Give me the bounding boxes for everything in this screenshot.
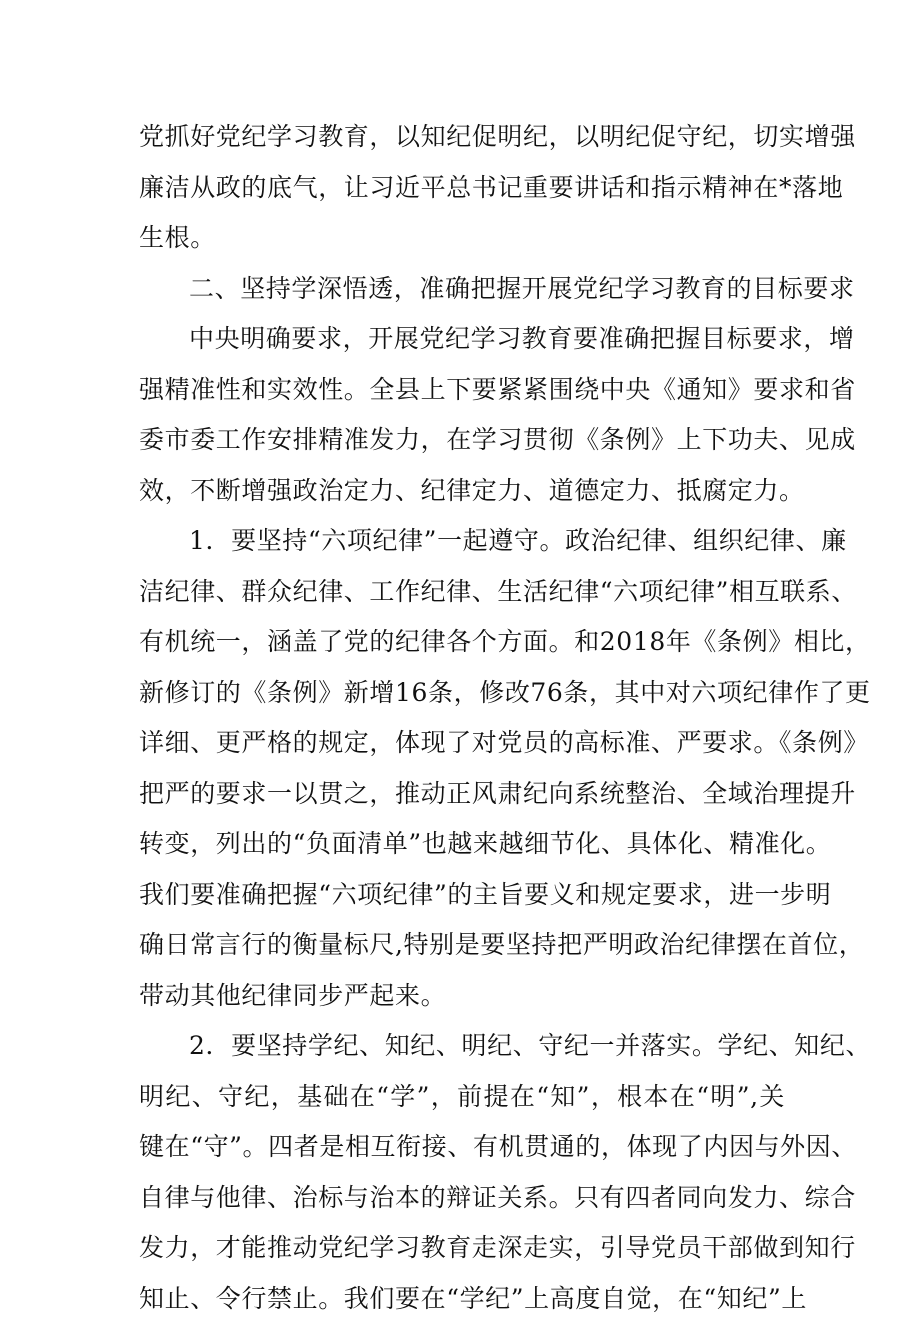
text-line: 廉洁从政的底气，让习近平总书记重要讲话和指示精神在*落地 [139, 163, 785, 214]
text-line: 发力，才能推动党纪学习教育走深走实，引导党员干部做到知行 [139, 1223, 785, 1274]
text-line: 我们要准确把握“六项纪律”的主旨要义和规定要求，进一步明 [139, 870, 785, 921]
text-line: 生根。 [139, 213, 785, 264]
text-line: 知止、令行禁止。我们要在“学纪”上高度自觉，在“知纪”上 [139, 1274, 785, 1324]
paragraph [139, 112, 785, 264]
text-line: 自律与他律、治标与治本的辩证关系。只有四者同向发力、综合 [139, 1173, 785, 1224]
text-line: 把严的要求一以贯之，推动正风肃纪向系统整治、全域治理提升 [139, 769, 785, 820]
text-line: 键在“守”。四者是相互衔接、有机贯通的，体现了内因与外因、 [139, 1122, 785, 1173]
text-line: 洁纪律、群众纪律、工作纪律、生活纪律“六项纪律”相互联系、 [139, 567, 785, 618]
section-heading: 二、坚持学深悟透，准确把握开展党纪学习教育的目标要求 [139, 264, 785, 315]
text-line: 2．要坚持学纪、知纪、明纪、守纪一并落实。学纪、知纪、 [139, 1021, 785, 1072]
document-body [139, 112, 785, 1324]
text-line: 新修订的《条例》新增16条，修改76条，其中对六项纪律作了更 [139, 668, 785, 719]
text-line: 1．要坚持“六项纪律”一起遵守。政治纪律、组织纪律、廉 [139, 516, 785, 567]
paragraph [139, 1021, 785, 1324]
text-line: 详细、更严格的规定，体现了对党员的高标准、严要求。《条例》 [139, 718, 785, 769]
text-line: 效，不断增强政治定力、纪律定力、道德定力、抵腐定力。 [139, 466, 785, 517]
paragraph [139, 516, 785, 1021]
text-line: 确日常言行的衡量标尺,特别是要坚持把严明政治纪律摆在首位， [139, 920, 785, 971]
text-line: 党抓好党纪学习教育，以知纪促明纪，以明纪促守纪，切实增强 [139, 112, 785, 163]
text-line: 转变，列出的“负面清单”也越来越细节化、具体化、精准化。 [139, 819, 785, 870]
text-line: 带动其他纪律同步严起来。 [139, 971, 785, 1022]
text-line: 中央明确要求，开展党纪学习教育要准确把握目标要求，增 [139, 314, 785, 365]
paragraph [139, 314, 785, 516]
text-line: 有机统一，涵盖了党的纪律各个方面。和2018年《条例》相比， [139, 617, 785, 668]
text-line: 明纪、守纪，基础在“学”，前提在“知”，根本在“明”,关 [139, 1072, 785, 1123]
text-line: 委市委工作安排精准发力，在学习贯彻《条例》上下功夫、见成 [139, 415, 785, 466]
text-line: 强精准性和实效性。全县上下要紧紧围绕中央《通知》要求和省 [139, 365, 785, 416]
